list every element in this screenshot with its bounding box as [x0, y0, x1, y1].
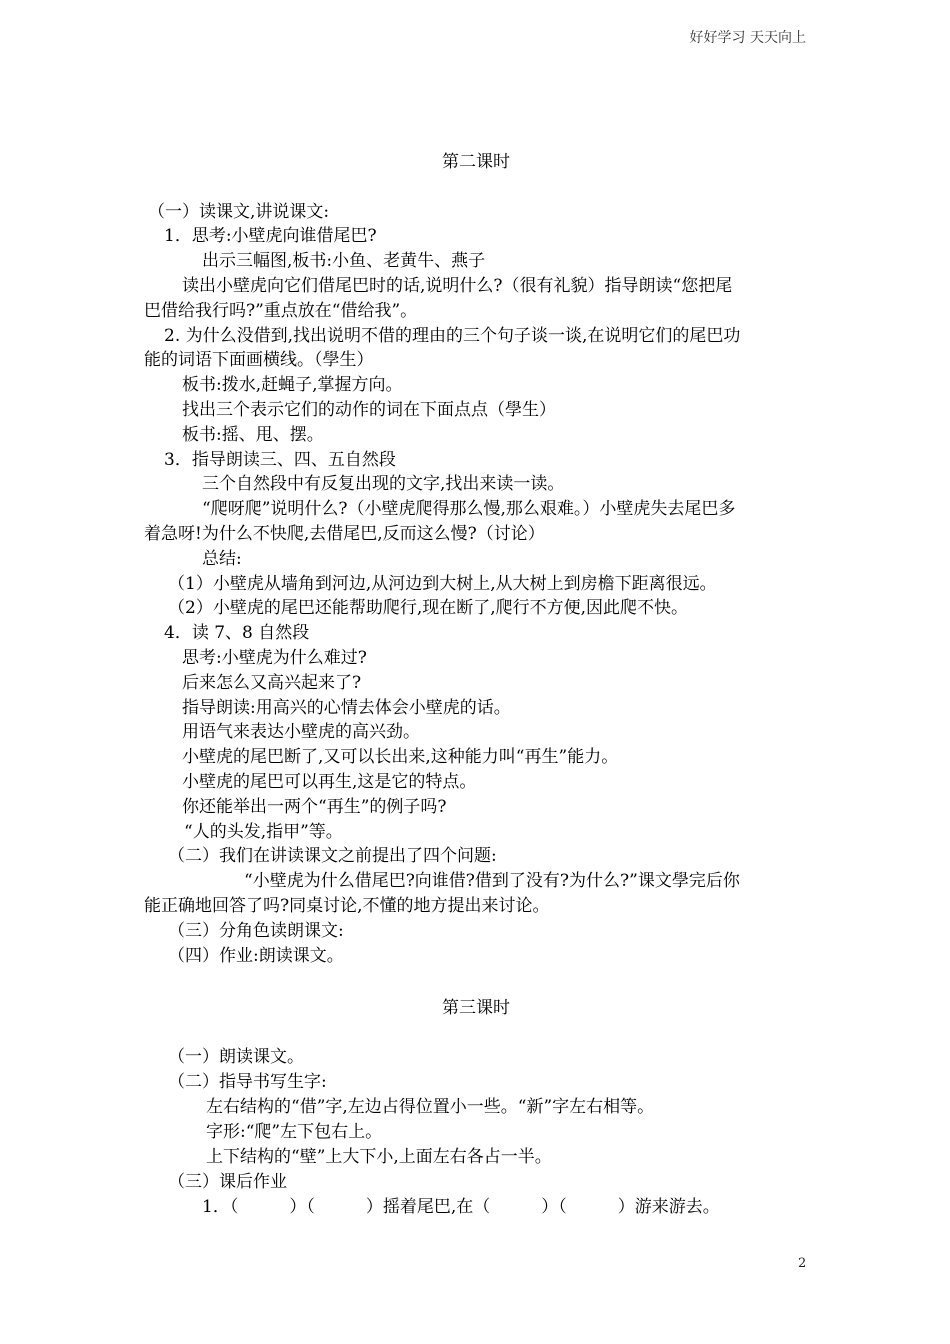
text-line: 指导朗读:用高兴的心情去体会小壁虎的话。 — [182, 698, 511, 718]
text-line: 总结: — [202, 549, 242, 569]
text-line: 后来怎么又高兴起来了? — [182, 673, 362, 693]
text-line: （二）我们在讲读课文之前提出了四个问题: — [168, 846, 497, 866]
page-header: 好好学习 天天向上 — [689, 30, 806, 46]
text-line: 能的词语下面画横线。（學生） — [144, 350, 374, 370]
text-line: 板书:拨水,赶蝇子,掌握方向。 — [182, 375, 403, 395]
text-line: 1．思考:小壁虎向谁借尾巴? — [164, 226, 377, 246]
text-line: （一）读课文,讲说课文: — [148, 202, 330, 222]
text-line: 左右结构的“借”字,左边占得位置小一些。“新”字左右相等。 — [206, 1097, 655, 1117]
text-line: （1）小壁虎从墙角到河边,从河边到大树上,从大树上到房檐下距离很远。 — [168, 574, 717, 594]
text-line: 读出小壁虎向它们借尾巴时的话,说明什么?（很有礼貌）指导朗读“您把尾 — [182, 276, 733, 296]
text-line: “爬呀爬”说明什么?（小壁虎爬得那么慢,那么艰难。）小壁虎失去尾巴多 — [202, 499, 736, 519]
text-line: 出示三幅图,板书:小鱼、老黄牛、燕子 — [202, 251, 486, 271]
text-line: 2. 为什么没借到,找出说明不借的理由的三个句子谈一谈,在说明它们的尾巴功 — [164, 326, 741, 346]
text-line: （一）朗读课文。 — [168, 1047, 304, 1067]
page-number: 2 — [798, 1256, 807, 1271]
text-line: （四）作业:朗读课文。 — [168, 946, 344, 966]
text-line: 板书:摇、甩、摆。 — [182, 425, 324, 445]
text-line: （2）小壁虎的尾巴还能帮助爬行,现在断了,爬行不方便,因此爬不快。 — [168, 598, 689, 618]
text-line: 小壁虎的尾巴可以再生,这是它的特点。 — [182, 772, 477, 792]
text-line: 3．指导朗读三、四、五自然段 — [164, 450, 396, 470]
section-title-lesson-2: 第二课时 — [442, 152, 510, 172]
text-line: 你还能举出一两个“再生”的例子吗? — [182, 797, 447, 817]
text-line: 小壁虎的尾巴断了,又可以长出来,这种能力叫“再生”能力。 — [182, 747, 619, 767]
text-line: “小壁虎为什么借尾巴?向谁借?借到了没有?为什么?”课文學完后你 — [244, 871, 740, 891]
text-line: 能正确地回答了吗?同桌讨论,不懂的地方提出来讨论。 — [144, 896, 550, 916]
text-line: 1．（ ）（ ）摇着尾巴,在（ ）（ ）游来游去。 — [202, 1197, 720, 1217]
text-line: （二）指导书写生字: — [168, 1072, 327, 1092]
text-line: 用语气来表达小壁虎的高兴劲。 — [182, 722, 420, 742]
text-line: （三）课后作业 — [168, 1172, 287, 1192]
text-line: 4．读 7、8 自然段 — [164, 623, 310, 643]
text-line: “人的头发,指甲”等。 — [184, 822, 343, 842]
text-line: （三）分角色读朗课文: — [168, 921, 344, 941]
section-title-lesson-3: 第三课时 — [442, 998, 510, 1018]
text-line: 三个自然段中有反复出现的文字,找出来读一读。 — [202, 474, 565, 494]
text-line: 着急呀!为什么不快爬,去借尾巴,反而这么慢?（讨论） — [144, 524, 545, 544]
text-line: 思考:小壁虎为什么难过? — [182, 648, 367, 668]
text-line: 巴借给我行吗?”重点放在“借给我”。 — [144, 301, 418, 321]
text-line: 上下结构的“壁”上大下小,上面左右各占一半。 — [206, 1147, 552, 1167]
text-line: 找出三个表示它们的动作的词在下面点点（學生） — [182, 400, 556, 420]
text-line: 字形:“爬”左下包右上。 — [206, 1122, 383, 1142]
